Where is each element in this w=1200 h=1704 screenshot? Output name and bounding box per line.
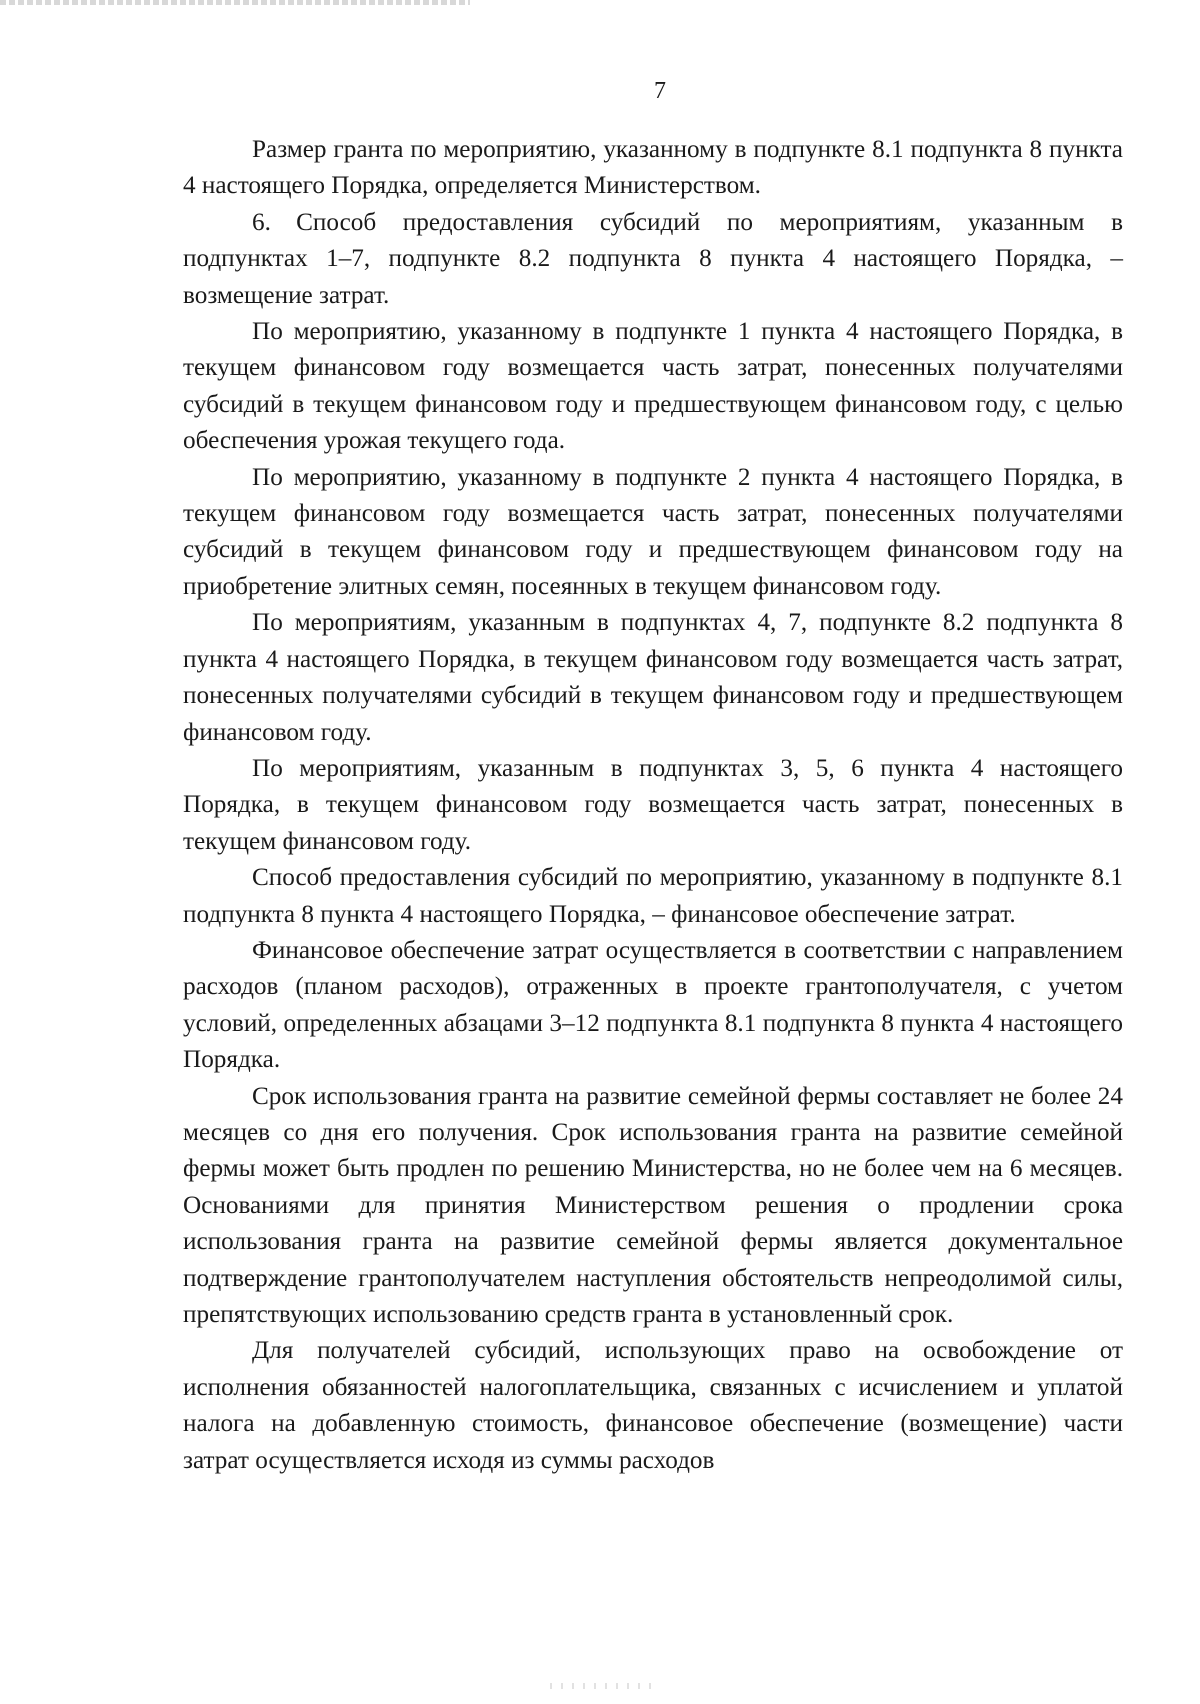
page-number: 7	[654, 78, 666, 104]
paragraph-grant-term: Срок использования гранта на развитие семейной фермы составляет не более 24 месяцев со дня его получения. Срок использования гранта на развитие семейной фермы может быть продлен по решению Министерства, но не более чем на 6 месяцев. Основаниями для принятия Министерством решения о продлении срока использования гранта на развитие семейной фермы является документальное подтверждение грантополучателем наступления обстоятельств непреодолимой силы, препятствующих использованию средств гранта в установленный срок.	[183, 1082, 1123, 1328]
paragraph-subitem-8-1-method: Способ предоставления субсидий по мероприятию, указанному в подпункте 8.1 подпункта 8 пункта 4 настоящего Порядка, – финансовое обеспечение затрат.	[183, 864, 1123, 928]
paragraph-subitem-1: По мероприятию, указанному в подпункте 1 пункта 4 настоящего Порядка, в текущем финансовом году возмещается часть затрат, понесенных получателями субсидий в текущем финансовом году и предшествующем финансовом году, с целью обеспечения урожая текущего года.	[183, 318, 1123, 455]
document-body	[183, 132, 1123, 1479]
paragraph-6-subsidy-method: 6. Способ предоставления субсидий по мероприятиям, указанным в подпунктах 1–7, подпункте 8.2 подпункта 8 пункта 4 настоящего Порядка, – возмещение затрат.	[183, 208, 1123, 309]
paragraph-vat-exempt: Для получателей субсидий, использующих право на освобождение от исполнения обязанностей налогоплательщика, связанных с исчислением и уплатой налога на добавленную стоимость, финансовое обеспечение (возмещение) части затрат осуществляется исходя из суммы расходов	[183, 1337, 1123, 1474]
paragraph-subitems-3-5-6: По мероприятиям, указанным в подпунктах 3, 5, 6 пункта 4 настоящего Порядка, в текущем финансовом году возмещается часть затрат, понесенных в текущем финансовом году.	[183, 754, 1123, 855]
scan-artifact-bottom	[550, 1683, 660, 1689]
paragraph-financial-provision: Финансовое обеспечение затрат осуществляется в соответствии с направлением расходов (планом расходов), отраженных в проекте грантополучателя, с учетом условий, определенных абзацами 3–12 подпункта 8.1 подпункта 8 пункта 4 настоящего Порядка.	[183, 936, 1123, 1074]
paragraph-grant-size: Размер гранта по мероприятию, указанному в подпункте 8.1 подпункта 8 пункта 4 настоящего Порядка, определяется Министерством.	[183, 136, 1123, 200]
paragraph-subitems-4-7-8-2: По мероприятиям, указанным в подпунктах 4, 7, подпункте 8.2 подпункта 8 пункта 4 настоящего Порядка, в текущем финансовом году возмещается часть затрат, понесенных получателями субсидий в текущем финансовом году и предшествующем финансовом году.	[183, 609, 1123, 746]
scan-artifact	[0, 0, 470, 5]
paragraph-subitem-2: По мероприятию, указанному в подпункте 2 пункта 4 настоящего Порядка, в текущем финансовом году возмещается часть затрат, понесенных получателями субсидий в текущем финансовом году и предшествующем финансовом году на приобретение элитных семян, посеянных в текущем финансовом году.	[183, 463, 1123, 600]
